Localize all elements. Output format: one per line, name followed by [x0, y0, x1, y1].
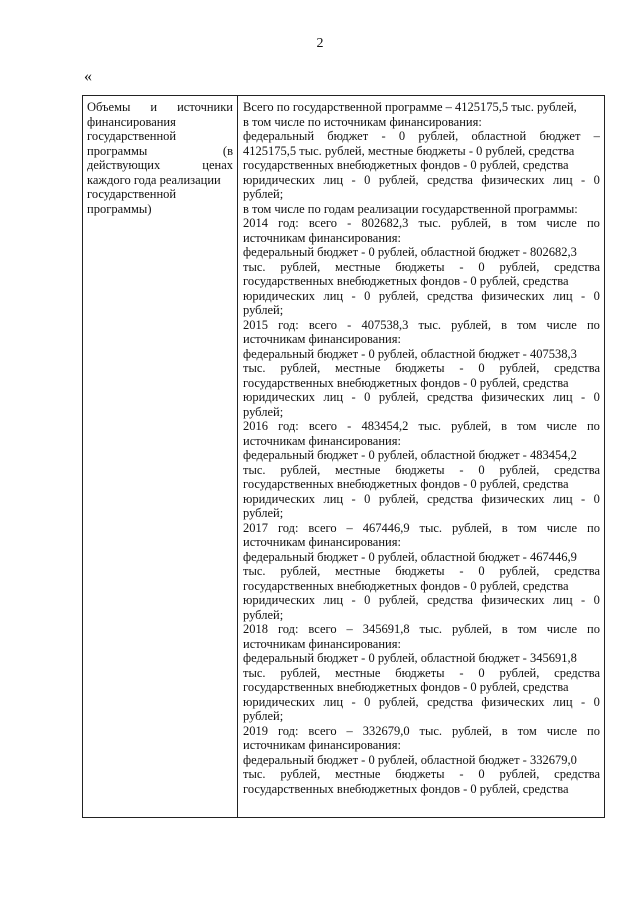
page-number: 2 [316, 36, 324, 51]
details-word: тыс. [418, 317, 441, 332]
details-line: федеральный бюджет - 0 рублей, областной бюджет - 483454,2 [243, 448, 577, 462]
details-word: том [517, 622, 537, 636]
details-word: том [517, 520, 537, 535]
details-word: - [459, 462, 464, 477]
details-word: областной [471, 129, 527, 143]
financing-label-cell [83, 96, 238, 817]
details-word: средства [554, 462, 600, 477]
label-word: ценах [202, 158, 233, 172]
details-line: государственных внебюджетных фондов - 0 рублей, средства [243, 680, 569, 694]
details-word: тыс. [243, 665, 266, 680]
details-word: физических [481, 491, 545, 506]
details-word: тыс. [243, 462, 266, 477]
details-line [243, 492, 600, 507]
details-word: – [346, 723, 353, 738]
details-word: - [459, 361, 464, 375]
details-word: рублей, [280, 361, 321, 375]
details-word: бюджеты [395, 767, 445, 781]
details-line: источникам финансирования: [243, 433, 401, 448]
label-word: программы [87, 143, 148, 158]
details-word: рублей, [378, 288, 419, 303]
details-line: 4125175,5 тыс. рублей, местные бюджеты - 0 рублей, средства [243, 143, 575, 158]
details-line [243, 260, 600, 275]
details-word: рублей, [280, 462, 321, 477]
details-word: лиц [552, 172, 573, 187]
details-word: физических [481, 694, 545, 709]
details-word: средства [554, 665, 600, 680]
details-word: - [347, 419, 352, 433]
details-line: источникам финансирования: [243, 535, 401, 549]
details-word: в [501, 419, 508, 433]
details-word: - [351, 390, 356, 404]
details-word: бюджеты [395, 259, 445, 274]
details-line [243, 593, 600, 608]
details-word: тыс. [419, 520, 443, 535]
details-word: - [581, 390, 586, 404]
details-word: - [351, 172, 356, 187]
details-word: лиц [323, 172, 344, 187]
details-line: федеральный бюджет - 0 рублей, областной бюджет - 802682,3 [243, 245, 577, 259]
details-word: - [581, 593, 586, 607]
details-word: - [459, 665, 464, 680]
details-word: рублей, [451, 419, 491, 433]
financing-details-cell [238, 96, 604, 817]
details-word: тыс. [243, 259, 266, 274]
details-word: средства [554, 361, 600, 375]
details-word: юридических [243, 694, 316, 709]
details-line: федеральный бюджет - 0 рублей, областной бюджет - 345691,8 [243, 651, 577, 665]
opening-quote-mark: « [84, 68, 92, 85]
details-word: тыс. [419, 723, 443, 738]
details-line [243, 767, 600, 782]
details-line [243, 521, 600, 536]
details-word: физических [481, 593, 545, 607]
details-word: рублей, [378, 172, 419, 187]
details-line: федеральный бюджет - 0 рублей, областной бюджет - 467446,9 [243, 549, 577, 564]
details-word: год: [278, 317, 299, 332]
details-word: 0 [593, 390, 600, 404]
details-word: числе [546, 723, 578, 738]
details-line: источникам финансирования: [243, 332, 401, 346]
details-word: в [501, 520, 508, 535]
details-word: физических [481, 172, 545, 187]
details-word: том [517, 419, 537, 433]
details-word: – [346, 520, 353, 535]
details-line: источникам финансирования: [243, 230, 401, 245]
details-word: 0 [364, 694, 371, 709]
details-word: лиц [323, 390, 344, 404]
details-word: местные [335, 361, 381, 375]
details-word: 802682,3 [361, 216, 409, 230]
details-word: год: [278, 419, 299, 433]
details-word: числе [546, 520, 578, 535]
details-line [243, 695, 600, 710]
details-word: числе [546, 622, 578, 636]
details-word: по [587, 723, 600, 738]
label-word: (в [222, 143, 233, 158]
details-word: 2015 [243, 317, 268, 332]
details-word: юридических [243, 288, 316, 303]
details-word: средства [554, 767, 600, 781]
details-word: всего [308, 419, 337, 433]
details-word: физических [481, 288, 545, 303]
details-word: всего [308, 723, 337, 738]
label-line: государственной [87, 129, 177, 143]
details-line: рублей; [243, 506, 284, 520]
details-word: - [381, 129, 386, 143]
details-line: источникам финансирования: [243, 636, 401, 651]
details-word: 0 [364, 172, 371, 187]
details-word: - [581, 491, 586, 506]
details-word: тыс. [243, 564, 266, 578]
details-word: 0 [478, 361, 485, 375]
details-word: - [581, 694, 586, 709]
details-line [243, 390, 600, 405]
label-word: и [150, 100, 158, 114]
details-word: год: [277, 520, 299, 535]
label-word: источники [177, 100, 233, 114]
details-word: местные [335, 259, 381, 274]
details-line: рублей; [243, 709, 284, 723]
details-word: рублей, [452, 520, 492, 535]
details-word: 0 [593, 694, 600, 709]
details-word: числе [546, 317, 577, 332]
details-word: в [501, 216, 508, 230]
label-line: программы) [87, 201, 152, 216]
details-line [243, 564, 600, 579]
details-word: бюджеты [395, 361, 445, 375]
details-word: средства [554, 259, 600, 274]
details-word: средства [427, 390, 473, 404]
label-line [87, 100, 233, 115]
details-word: всего [308, 520, 337, 535]
details-word: 2016 [243, 419, 268, 433]
details-line: государственных внебюджетных фондов - 0 рублей, средства [243, 578, 569, 593]
details-word: тыс. [243, 361, 266, 375]
details-word: том [517, 216, 537, 230]
details-word: рублей, [499, 361, 540, 375]
details-word: год: [277, 622, 299, 636]
details-line: государственных внебюджетных фондов - 0 рублей, средства [243, 274, 569, 288]
details-word: год: [277, 723, 299, 738]
details-word: числе [546, 216, 577, 230]
details-word: по [586, 317, 600, 332]
details-word: 0 [593, 288, 600, 303]
details-word: рублей, [499, 462, 540, 477]
details-word: бюджеты [395, 462, 445, 477]
details-word: 2019 [243, 723, 268, 738]
details-word: 2017 [243, 520, 268, 535]
details-word: 467446,9 [362, 520, 410, 535]
label-line [87, 158, 233, 173]
details-word: средства [554, 564, 600, 578]
details-word: лиц [323, 288, 344, 303]
details-word: 0 [478, 259, 485, 274]
details-word: средства [427, 491, 473, 506]
label-line [87, 144, 233, 159]
details-word: 483454,2 [361, 419, 409, 433]
details-line: рублей; [243, 187, 284, 201]
details-word: тыс. [419, 622, 443, 636]
details-line [243, 724, 600, 739]
details-line: источникам финансирования: [243, 738, 401, 752]
details-line [243, 622, 600, 637]
details-word: рублей, [418, 129, 459, 143]
details-word: рублей, [378, 694, 419, 709]
details-line [243, 463, 600, 478]
details-word: – [593, 129, 600, 143]
details-word: - [347, 317, 352, 332]
details-word: 0 [364, 390, 371, 404]
details-line: федеральный бюджет - 0 рублей, областной бюджет - 407538,3 [243, 346, 577, 361]
details-line [243, 129, 600, 144]
details-word: рублей, [499, 259, 540, 274]
details-word: том [517, 317, 537, 332]
details-word: физических [481, 390, 545, 404]
details-word: лиц [552, 491, 573, 506]
details-word: в [501, 723, 508, 738]
details-line: рублей; [243, 303, 284, 317]
label-line: государственной [87, 187, 177, 201]
details-word: рублей, [280, 259, 321, 274]
details-line: государственных внебюджетных фондов - 0 рублей, средства [243, 781, 569, 796]
details-word: 0 [478, 564, 485, 578]
details-word: местные [335, 665, 381, 680]
details-word: бюджет [327, 129, 369, 143]
details-word: 0 [478, 462, 485, 477]
details-word: - [351, 694, 356, 709]
details-word: 0 [478, 767, 485, 781]
details-word: рублей, [499, 564, 540, 578]
details-word: бюджет [539, 129, 581, 143]
details-word: - [459, 259, 464, 274]
details-word: 0 [364, 593, 371, 607]
details-line: в том числе по годам реализации государственной программы: [243, 201, 578, 216]
details-word: - [459, 564, 464, 578]
details-line [243, 318, 600, 333]
details-line: государственных внебюджетных фондов - 0 рублей, средства [243, 477, 569, 491]
details-word: федеральный [243, 129, 315, 143]
details-word: рублей, [452, 723, 492, 738]
details-word: 332679,0 [362, 723, 410, 738]
details-word: 0 [398, 129, 406, 143]
details-word: лиц [552, 288, 573, 303]
details-word: юридических [243, 593, 316, 607]
details-line: рублей; [243, 404, 284, 419]
details-word: - [581, 172, 586, 187]
details-word: средства [427, 172, 473, 187]
details-word: юридических [243, 390, 316, 404]
details-word: - [459, 767, 464, 781]
financing-table [82, 95, 605, 818]
details-word: 0 [593, 491, 600, 506]
details-word: рублей, [280, 767, 321, 781]
details-line [243, 666, 600, 681]
details-word: том [517, 723, 537, 738]
details-word: лиц [552, 694, 573, 709]
details-word: средства [427, 593, 473, 607]
details-word: лиц [552, 593, 573, 607]
details-word: лиц [323, 694, 344, 709]
details-line [243, 173, 600, 188]
details-word: в [501, 317, 508, 332]
details-word: юридических [243, 172, 316, 187]
details-word: средства [427, 694, 473, 709]
details-word: – [346, 622, 353, 636]
details-word: лиц [323, 593, 344, 607]
details-line: государственных внебюджетных фондов - 0 рублей, средства [243, 375, 569, 390]
details-line [243, 361, 600, 376]
details-line [243, 419, 600, 434]
details-word: 2014 [243, 216, 268, 230]
details-word: 407538,3 [361, 317, 409, 332]
details-word: тыс. [418, 419, 441, 433]
details-word: тыс. [243, 767, 266, 781]
details-word: бюджеты [395, 665, 445, 680]
details-word: - [351, 491, 356, 506]
details-word: по [586, 419, 600, 433]
label-line: каждого года реализации [87, 172, 221, 187]
details-line: государственных внебюджетных фондов - 0 рублей, средства [243, 158, 569, 172]
details-word: всего [308, 622, 337, 636]
details-word: 0 [593, 593, 600, 607]
details-word: местные [335, 767, 381, 781]
details-word: рублей, [280, 665, 321, 680]
details-word: 0 [478, 665, 485, 680]
details-word: рублей, [452, 622, 492, 636]
details-word: рублей, [499, 767, 540, 781]
details-word: местные [335, 564, 381, 578]
details-word: рублей, [378, 491, 419, 506]
label-word: Объемы [87, 100, 131, 114]
details-word: рублей, [378, 593, 419, 607]
details-word: 345691,8 [362, 622, 410, 636]
details-word: по [586, 216, 600, 230]
details-word: 0 [364, 491, 371, 506]
details-word: рублей, [378, 390, 419, 404]
details-word: - [351, 288, 356, 303]
details-word: по [587, 520, 600, 535]
details-line [243, 216, 600, 231]
details-word: по [587, 622, 600, 636]
label-line: финансирования [87, 114, 176, 129]
details-word: бюджеты [395, 564, 445, 578]
details-word: в [501, 622, 508, 636]
details-word: числе [546, 419, 577, 433]
details-line: рублей; [243, 607, 284, 622]
details-word: лиц [323, 491, 344, 506]
details-line [243, 289, 600, 304]
details-word: 2018 [243, 622, 268, 636]
details-word: - [347, 216, 352, 230]
details-line: в том числе по источникам финансирования: [243, 114, 482, 129]
details-word: 0 [364, 288, 371, 303]
details-word: рублей, [280, 564, 321, 578]
details-word: - [581, 288, 586, 303]
details-word: 0 [593, 172, 600, 187]
details-word: местные [335, 462, 381, 477]
details-word: год: [278, 216, 299, 230]
details-word: - [351, 593, 356, 607]
details-word: лиц [552, 390, 573, 404]
details-word: рублей, [499, 665, 540, 680]
details-word: всего [308, 317, 337, 332]
details-word: средства [427, 288, 473, 303]
details-word: юридических [243, 491, 316, 506]
label-word: действующих [87, 158, 161, 172]
details-line: федеральный бюджет - 0 рублей, областной бюджет - 332679,0 [243, 752, 577, 767]
details-word: всего [308, 216, 337, 230]
details-line: Всего по государственной программе – 4125175,5 тыс. рублей, [243, 100, 577, 114]
details-word: тыс. [418, 216, 441, 230]
details-word: рублей, [451, 317, 491, 332]
details-word: рублей, [451, 216, 491, 230]
